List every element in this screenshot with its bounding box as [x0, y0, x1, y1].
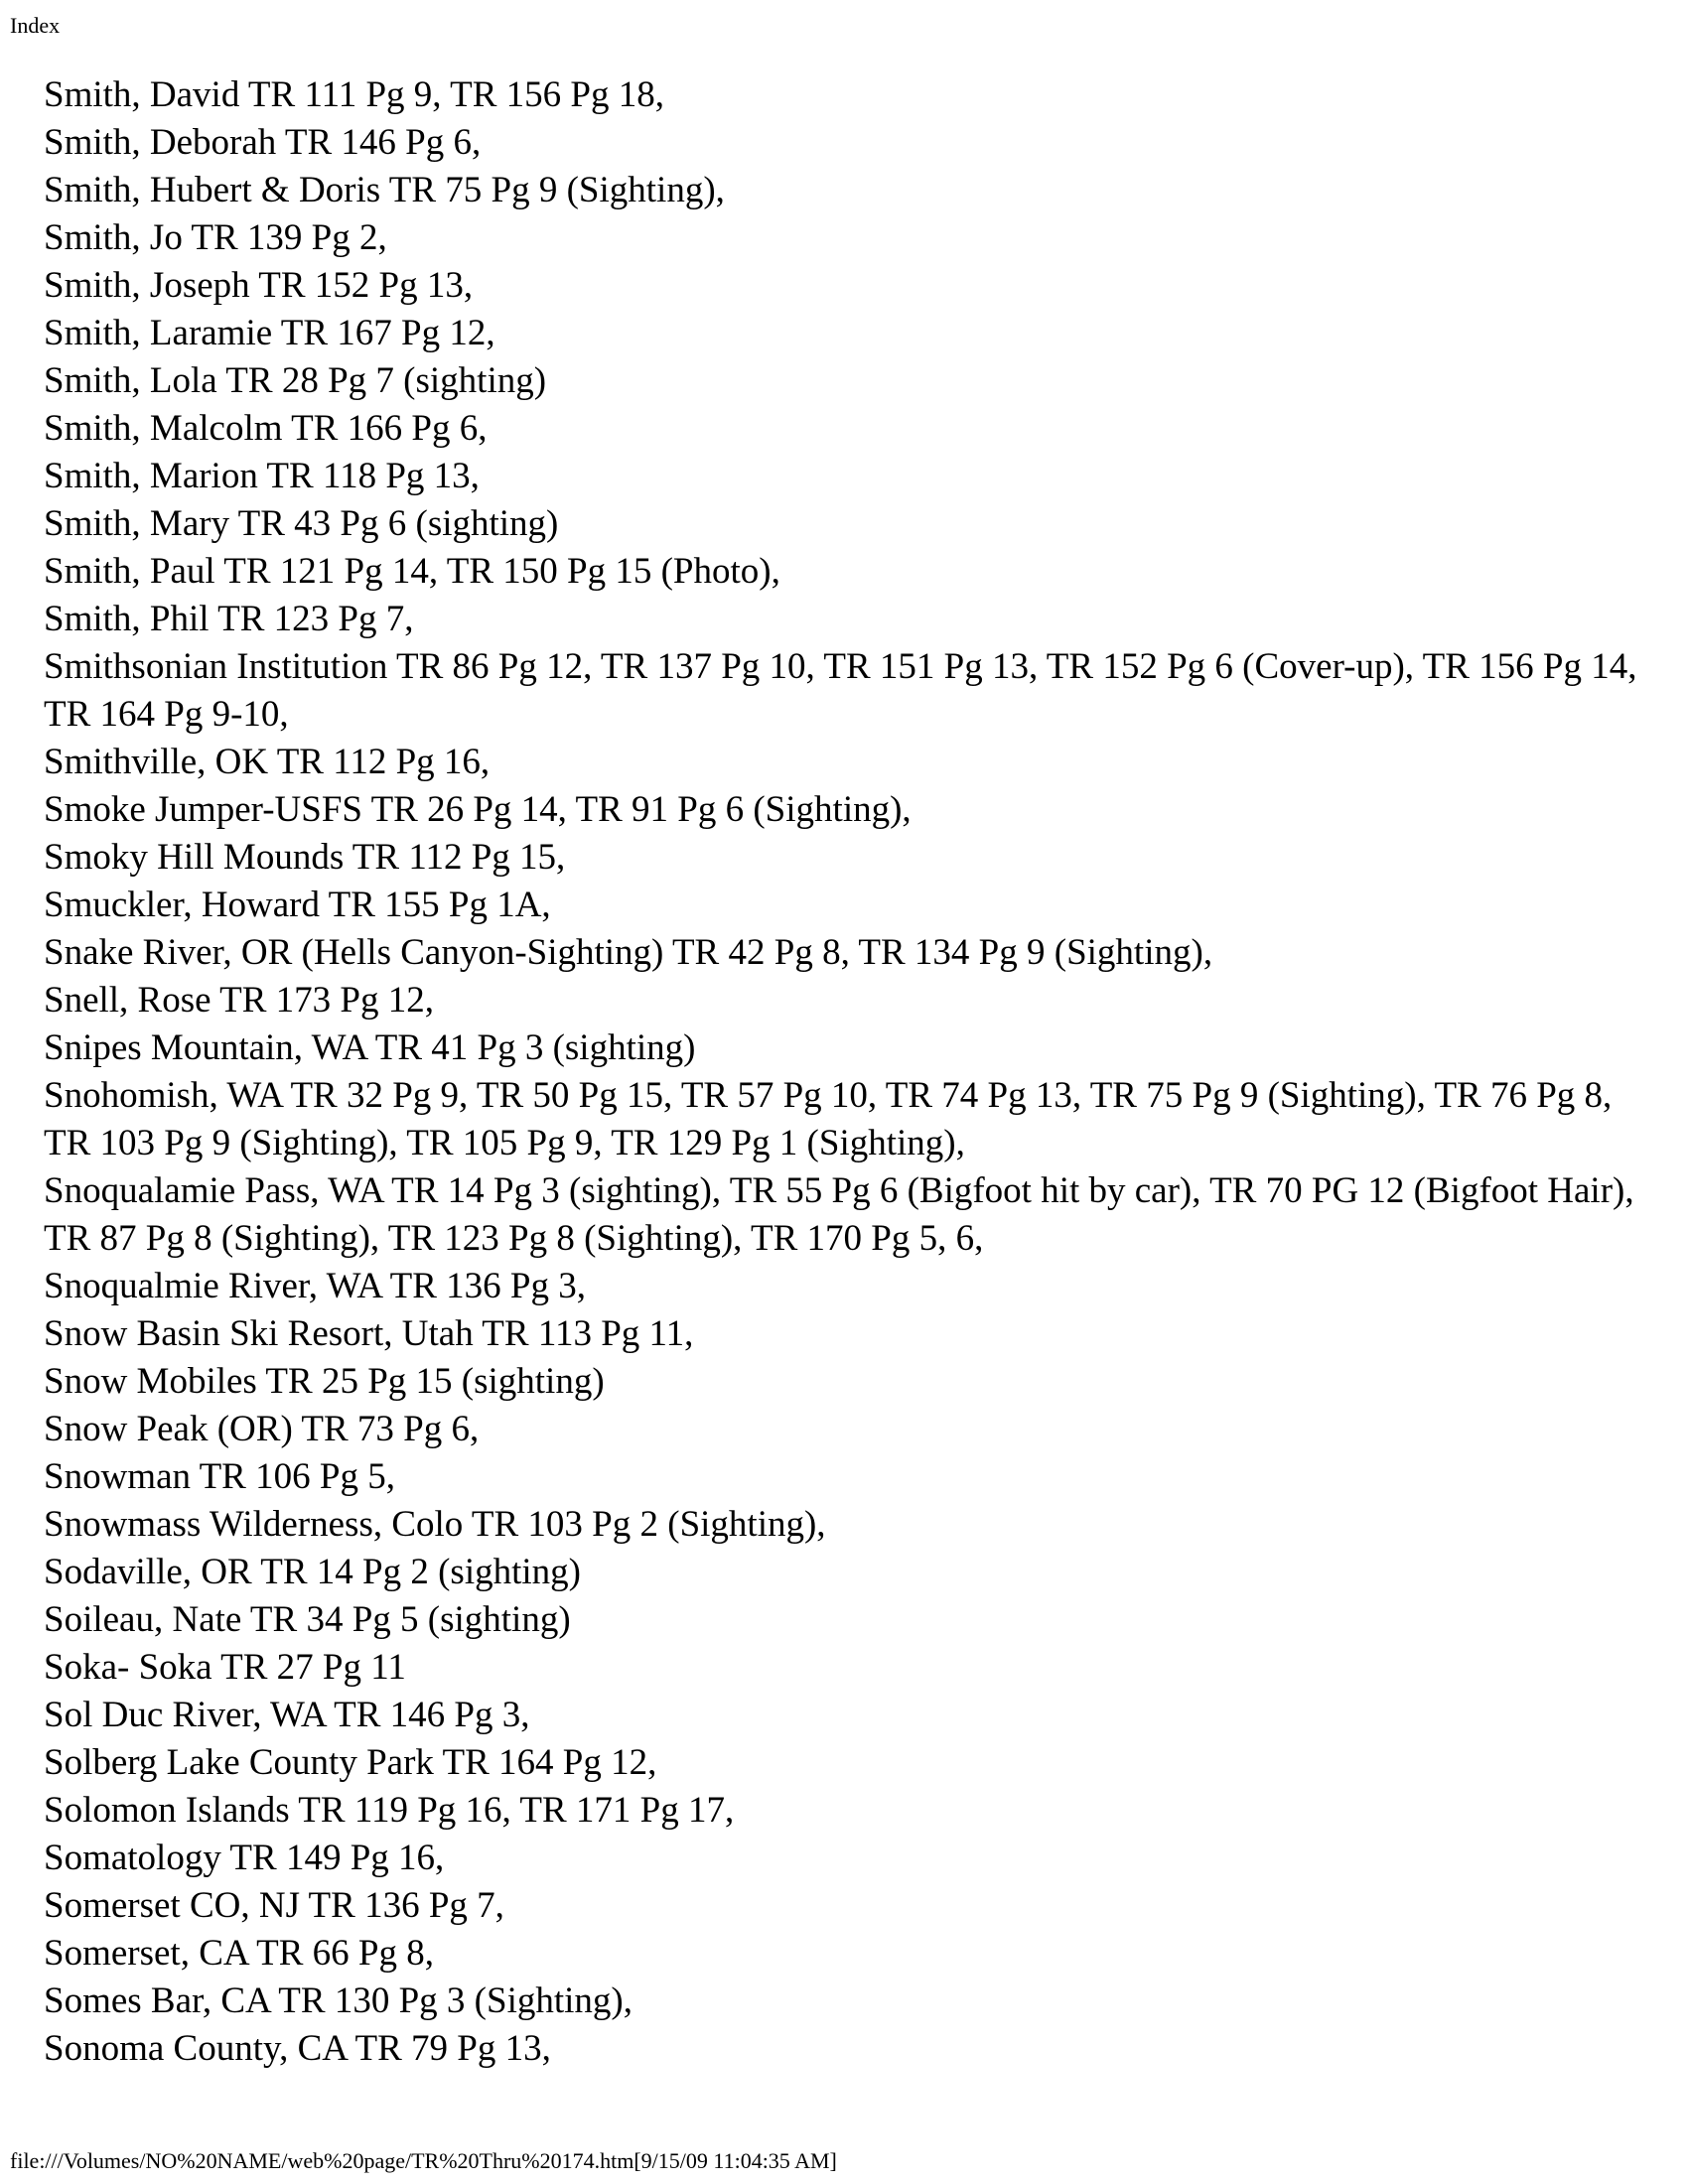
index-entry: Solberg Lake County Park TR 164 Pg 12, [44, 1742, 657, 1783]
index-entry: Snohomish, WA TR 32 Pg 9, TR 50 Pg 15, TR 57 Pg 10, TR 74 Pg 13, TR 75 Pg 9 (Sighting), TR 76 Pg 8, TR 103 Pg 9 (Sighting), TR 105 Pg 9, TR 129 Pg 1 (Sighting), [44, 1075, 1613, 1163]
index-entry: Snowmass Wilderness, Colo TR 103 Pg 2 (Sighting), [44, 1504, 826, 1545]
index-entry: Snake River, OR (Hells Canyon-Sighting) TR 42 Pg 8, TR 134 Pg 9 (Sighting), [44, 932, 1213, 973]
index-entry: Snow Basin Ski Resort, Utah TR 113 Pg 11, [44, 1313, 694, 1354]
page-header: Index [10, 13, 61, 38]
index-entry: Soileau, Nate TR 34 Pg 5 (sighting) [44, 1599, 571, 1640]
index-entry: Snoqualamie Pass, WA TR 14 Pg 3 (sighting), TR 55 Pg 6 (Bigfoot hit by car), TR 70 PG 12 (Bigfoot Hair), TR 87 Pg 8 (Sighting), TR 123 Pg 8 (Sighting), TR 170 Pg 5, 6, [44, 1170, 1634, 1259]
index-entry: Snell, Rose TR 173 Pg 12, [44, 980, 434, 1021]
index-entry: Smithsonian Institution TR 86 Pg 12, TR 137 Pg 10, TR 151 Pg 13, TR 152 Pg 6 (Cover-up), TR 156 Pg 14, TR 164 Pg 9-10, [44, 646, 1637, 735]
index-entry: Snow Mobiles TR 25 Pg 15 (sighting) [44, 1361, 605, 1402]
page-footer-url: file:///Volumes/NO%20NAME/web%20page/TR%20Thru%20174.htm[9/15/09 11:04:35 AM] [10, 2148, 837, 2173]
index-entry: Somerset, CA TR 66 Pg 8, [44, 1933, 434, 1974]
index-entry: Smith, Malcolm TR 166 Pg 6, [44, 408, 488, 449]
index-entry-list [44, 71, 1642, 2073]
index-entry: Snoqualmie River, WA TR 136 Pg 3, [44, 1266, 587, 1306]
index-entry: Smith, Phil TR 123 Pg 7, [44, 599, 414, 639]
index-entry: Smoke Jumper-USFS TR 26 Pg 14, TR 91 Pg 6 (Sighting), [44, 789, 912, 830]
index-entry: Smith, David TR 111 Pg 9, TR 156 Pg 18, [44, 74, 664, 115]
index-entry: Sonoma County, CA TR 79 Pg 13, [44, 2028, 551, 2069]
index-entry: Smith, Laramie TR 167 Pg 12, [44, 313, 495, 353]
index-entry: Snipes Mountain, WA TR 41 Pg 3 (sighting) [44, 1027, 696, 1068]
index-entry: Sol Duc River, WA TR 146 Pg 3, [44, 1695, 530, 1735]
index-entry: Solomon Islands TR 119 Pg 16, TR 171 Pg 17, [44, 1790, 735, 1831]
index-entry: Smith, Joseph TR 152 Pg 13, [44, 265, 474, 306]
index-entry: Smithville, OK TR 112 Pg 16, [44, 742, 491, 782]
index-entry: Smith, Marion TR 118 Pg 13, [44, 456, 480, 496]
index-entry: Somerset CO, NJ TR 136 Pg 7, [44, 1885, 504, 1926]
index-entry: Smith, Lola TR 28 Pg 7 (sighting) [44, 360, 547, 401]
index-entry: Smith, Jo TR 139 Pg 2, [44, 217, 387, 258]
index-entry: Smuckler, Howard TR 155 Pg 1A, [44, 885, 551, 925]
index-entry: Smith, Hubert & Doris TR 75 Pg 9 (Sighting), [44, 170, 725, 210]
index-entry: Snow Peak (OR) TR 73 Pg 6, [44, 1409, 480, 1449]
index-entry: Somes Bar, CA TR 130 Pg 3 (Sighting), [44, 1980, 633, 2021]
index-entry: Somatology TR 149 Pg 16, [44, 1838, 445, 1878]
index-entry: Smith, Mary TR 43 Pg 6 (sighting) [44, 503, 559, 544]
index-entry: Sodaville, OR TR 14 Pg 2 (sighting) [44, 1552, 581, 1592]
index-entry: Soka- Soka TR 27 Pg 11 [44, 1647, 406, 1688]
index-entry: Smith, Paul TR 121 Pg 14, TR 150 Pg 15 (Photo), [44, 551, 780, 592]
index-entry: Smith, Deborah TR 146 Pg 6, [44, 122, 482, 163]
index-entry: Smoky Hill Mounds TR 112 Pg 15, [44, 837, 566, 878]
index-entry: Snowman TR 106 Pg 5, [44, 1456, 395, 1497]
